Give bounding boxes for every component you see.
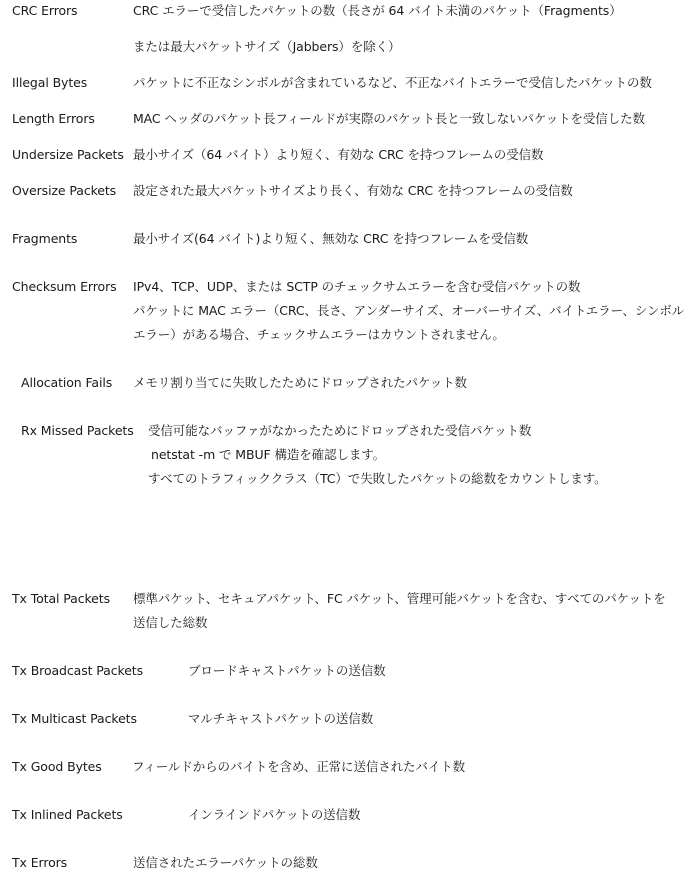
desc-tx-multicast-packets: マルチキャストパケットの送信数 [188,711,374,726]
desc-tx-errors: 送信されたエラーパケットの総数 [133,855,318,870]
desc-length-errors: MAC ヘッダのパケット長フィールドが実際のパケット長と一致しないパケットを受信した数 [133,111,645,126]
term-tx-inlined-packets: Tx Inlined Packets [12,807,123,822]
term-crc-errors: CRC Errors [12,3,78,18]
desc-oversize-packets: 設定された最大パケットサイズより長く、有効な CRC を持つフレームの受信数 [133,183,573,198]
desc-rx-missed-packets-line-2: netstat -m で MBUF 構造を確認します。 [151,447,386,462]
desc-checksum-errors-line-2: パケットに MAC エラー（CRC、長さ、アンダーサイズ、オーバーサイズ、バイトエラー、シンボル [133,303,684,318]
term-undersize-packets: Undersize Packets [12,147,124,162]
term-oversize-packets: Oversize Packets [12,183,117,198]
term-tx-total-packets: Tx Total Packets [12,591,110,606]
desc-crc-errors-line-2: または最大パケットサイズ（Jabbers）を除く） [133,39,401,54]
term-tx-broadcast-packets: Tx Broadcast Packets [12,663,144,678]
desc-rx-missed-packets-line-3: すべてのトラフィッククラス（TC）で失敗したパケットの総数をカウントします。 [148,471,607,486]
desc-rx-missed-packets-line-1: 受信可能なバッファがなかったためにドロップされた受信パケット数 [148,423,532,438]
term-tx-good-bytes: Tx Good Bytes [12,759,102,774]
desc-crc-errors-line-1: CRC エラーで受信したパケットの数（長さが 64 バイト未満のパケット（Fragments） [133,3,622,18]
term-tx-errors: Tx Errors [12,855,68,870]
term-length-errors: Length Errors [12,111,95,126]
term-checksum-errors: Checksum Errors [12,279,117,294]
term-rx-missed-packets: Rx Missed Packets [21,423,134,438]
desc-tx-inlined-packets: インラインドパケットの送信数 [188,807,361,822]
desc-fragments: 最小サイズ(64 バイト)より短く、無効な CRC を持つフレームを受信数 [133,231,529,246]
desc-tx-total-packets-line-2: 送信した総数 [133,615,208,630]
desc-undersize-packets: 最小サイズ（64 バイト）より短く、有効な CRC を持つフレームの受信数 [133,147,544,162]
desc-tx-good-bytes: フィールドからのバイトを含め、正常に送信されたバイト数 [132,759,466,774]
desc-tx-total-packets-line-1: 標準パケット、セキュアパケット、FC パケット、管理可能パケットを含む、すべてのパケットを [133,591,666,606]
term-allocation-fails: Allocation Fails [21,375,113,390]
term-tx-multicast-packets: Tx Multicast Packets [12,711,137,726]
desc-checksum-errors-line-3: エラー）がある場合、チェックサムエラーはカウントされません。 [133,327,505,342]
desc-checksum-errors-line-1: IPv4、TCP、UDP、または SCTP のチェックサムエラーを含む受信パケットの数 [133,279,581,294]
term-illegal-bytes: Illegal Bytes [12,75,88,90]
term-fragments: Fragments [12,231,78,246]
desc-tx-broadcast-packets: ブロードキャストパケットの送信数 [188,663,386,678]
desc-illegal-bytes: パケットに不正なシンボルが含まれているなど、不正なバイトエラーで受信したパケットの数 [133,75,652,90]
desc-allocation-fails: メモリ割り当てに失敗したためにドロップされたパケット数 [133,375,467,390]
